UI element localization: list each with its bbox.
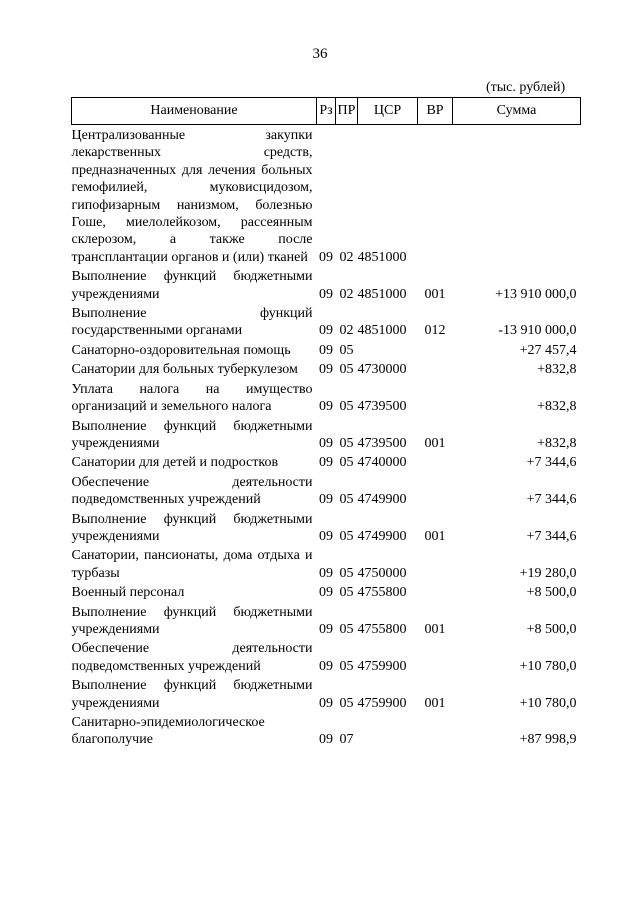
cell-rz: 09	[319, 565, 333, 581]
cell-rz: 09	[319, 362, 333, 378]
header-name: Наименование	[72, 98, 317, 125]
cell-vr	[418, 638, 453, 675]
table-row	[72, 303, 581, 340]
cell-pr: 02	[339, 286, 354, 302]
cell-name: Централизованные закупки лекарственных средств, предназначенных для лечения больных гемофилией, муковисцидозом, гипофизарным нанизмом, болезнью Гоше, миелолейкозом, рассеянным склерозом, а также после трансплантации органов и (или) тканей	[71, 128, 313, 265]
cell-rz: 09	[319, 455, 333, 471]
cell-sum: +832,8	[537, 399, 577, 415]
cell-sum: +19 280,0	[519, 565, 577, 581]
cell-pr: 05	[339, 435, 354, 451]
table-body	[72, 125, 581, 749]
cell-name: Обеспечение деятельности подведомственных учреждений	[71, 641, 313, 674]
cell-vr	[418, 125, 453, 267]
cell-csr: 4740000	[357, 455, 407, 471]
cell-name: Выполнение функций бюджетными учреждениями	[71, 418, 313, 451]
cell-csr: 4759900	[357, 695, 407, 711]
table-row	[72, 712, 581, 749]
table-row	[72, 545, 581, 582]
table-row	[72, 379, 581, 416]
cell-csr: 4739500	[357, 399, 407, 415]
header-sum: Сумма	[453, 98, 581, 125]
cell-sum: +7 344,6	[526, 492, 577, 508]
page-number: 36	[312, 46, 328, 62]
table-row	[72, 638, 581, 675]
header-vr: ВР	[418, 98, 453, 125]
cell-rz: 09	[319, 732, 333, 748]
cell-sum: +10 780,0	[519, 695, 577, 711]
cell-name: Выполнение функций бюджетными учреждениями	[71, 269, 313, 302]
cell-csr: 4851000	[357, 323, 407, 339]
cell-sum: +7 344,6	[526, 455, 577, 471]
cell-name: Военный персонал	[71, 585, 185, 601]
cell-pr: 05	[339, 585, 354, 601]
budget-table	[71, 97, 581, 749]
cell-pr: 02	[339, 323, 354, 339]
cell-rz: 09	[319, 286, 333, 302]
cell-sum: +8 500,0	[526, 585, 577, 601]
cell-pr: 05	[339, 399, 354, 415]
cell-pr: 05	[339, 565, 354, 581]
cell-vr: 001	[424, 528, 446, 544]
cell-csr	[358, 712, 418, 749]
cell-sum: +27 457,4	[519, 342, 577, 358]
cell-rz: 09	[319, 323, 333, 339]
table-row	[72, 509, 581, 546]
cell-csr: 4851000	[357, 286, 407, 302]
cell-vr	[418, 359, 453, 378]
cell-name: Санатории для детей и подростков	[71, 455, 279, 471]
cell-sum: +832,8	[537, 435, 577, 451]
cell-pr: 07	[339, 732, 354, 748]
cell-rz: 09	[319, 621, 333, 637]
table-row	[72, 602, 581, 639]
cell-sum: +7 344,6	[526, 528, 577, 544]
cell-vr	[418, 712, 453, 749]
cell-csr: 4755800	[357, 621, 407, 637]
cell-vr: 001	[424, 621, 446, 637]
header-pr: ПР	[336, 98, 358, 125]
cell-vr	[418, 452, 453, 471]
cell-rz: 09	[319, 528, 333, 544]
cell-name: Выполнение функций государственными органами	[71, 306, 313, 339]
cell-name: Выполнение функций бюджетными учреждениями	[71, 678, 313, 711]
cell-csr: 4739500	[357, 435, 407, 451]
cell-rz: 09	[319, 585, 333, 601]
cell-name: Обеспечение деятельности подведомственных учреждений	[71, 474, 313, 508]
header-rz: Рз	[317, 98, 336, 125]
cell-rz: 09	[319, 342, 333, 358]
cell-rz: 09	[319, 249, 333, 265]
cell-vr	[418, 472, 453, 509]
units-label: (тыс. рублей)	[486, 80, 566, 95]
cell-csr: 4750000	[357, 565, 407, 581]
cell-sum: +832,8	[537, 362, 577, 378]
table-row	[72, 472, 581, 509]
table-row	[72, 125, 581, 267]
cell-rz: 09	[319, 658, 333, 674]
cell-sum: +10 780,0	[519, 658, 577, 674]
table-row	[72, 675, 581, 712]
cell-csr: 4759900	[357, 658, 407, 674]
table-row	[72, 340, 581, 359]
cell-csr: 4755800	[357, 585, 407, 601]
cell-name: Санаторно-оздоровительная помощь	[71, 342, 291, 358]
cell-sum: -13 910 000,0	[498, 323, 577, 339]
cell-name: Санатории для больных туберкулезом	[71, 362, 298, 378]
cell-rz: 09	[319, 399, 333, 415]
cell-pr: 05	[339, 342, 354, 358]
cell-vr: 012	[424, 323, 446, 339]
cell-sum: +87 998,9	[519, 732, 577, 748]
cell-vr: 001	[424, 286, 446, 302]
cell-sum: +8 500,0	[526, 621, 577, 637]
cell-name: Санатории, пансионаты, дома отдыха и турбазы	[71, 548, 313, 581]
cell-csr: 4730000	[357, 362, 407, 378]
cell-rz: 09	[319, 435, 333, 451]
cell-name: Выполнение функций бюджетными учреждениями	[71, 604, 313, 637]
cell-pr: 05	[339, 658, 354, 674]
cell-csr: 4749900	[357, 528, 407, 544]
cell-pr: 05	[339, 695, 354, 711]
cell-vr	[418, 379, 453, 416]
cell-csr: 4749900	[357, 492, 407, 508]
table-row	[72, 452, 581, 471]
table-row	[72, 582, 581, 601]
cell-vr	[418, 545, 453, 582]
cell-sum	[453, 125, 581, 267]
cell-pr: 05	[339, 455, 354, 471]
cell-vr	[418, 340, 453, 359]
table-row	[72, 266, 581, 303]
table-header-row	[72, 98, 581, 125]
cell-pr: 05	[339, 492, 354, 508]
header-csr: ЦСР	[358, 98, 418, 125]
cell-sum: +13 910 000,0	[495, 286, 577, 302]
cell-pr: 02	[339, 249, 354, 265]
cell-name: Санитарно-эпидемиологическое благополучие	[71, 715, 265, 748]
cell-vr	[418, 582, 453, 601]
cell-name: Уплата налога на имущество организаций и земельного налога	[71, 381, 313, 415]
cell-pr: 05	[339, 362, 354, 378]
table-row	[72, 416, 581, 453]
cell-rz: 09	[319, 695, 333, 711]
cell-csr	[358, 340, 418, 359]
cell-pr: 05	[339, 621, 354, 637]
cell-name: Выполнение функций бюджетными учреждениями	[71, 511, 313, 544]
cell-pr: 05	[339, 528, 354, 544]
cell-rz: 09	[319, 492, 333, 508]
cell-csr: 4851000	[357, 249, 407, 265]
table-row	[72, 359, 581, 378]
cell-vr: 001	[424, 695, 446, 711]
cell-vr: 001	[424, 435, 446, 451]
